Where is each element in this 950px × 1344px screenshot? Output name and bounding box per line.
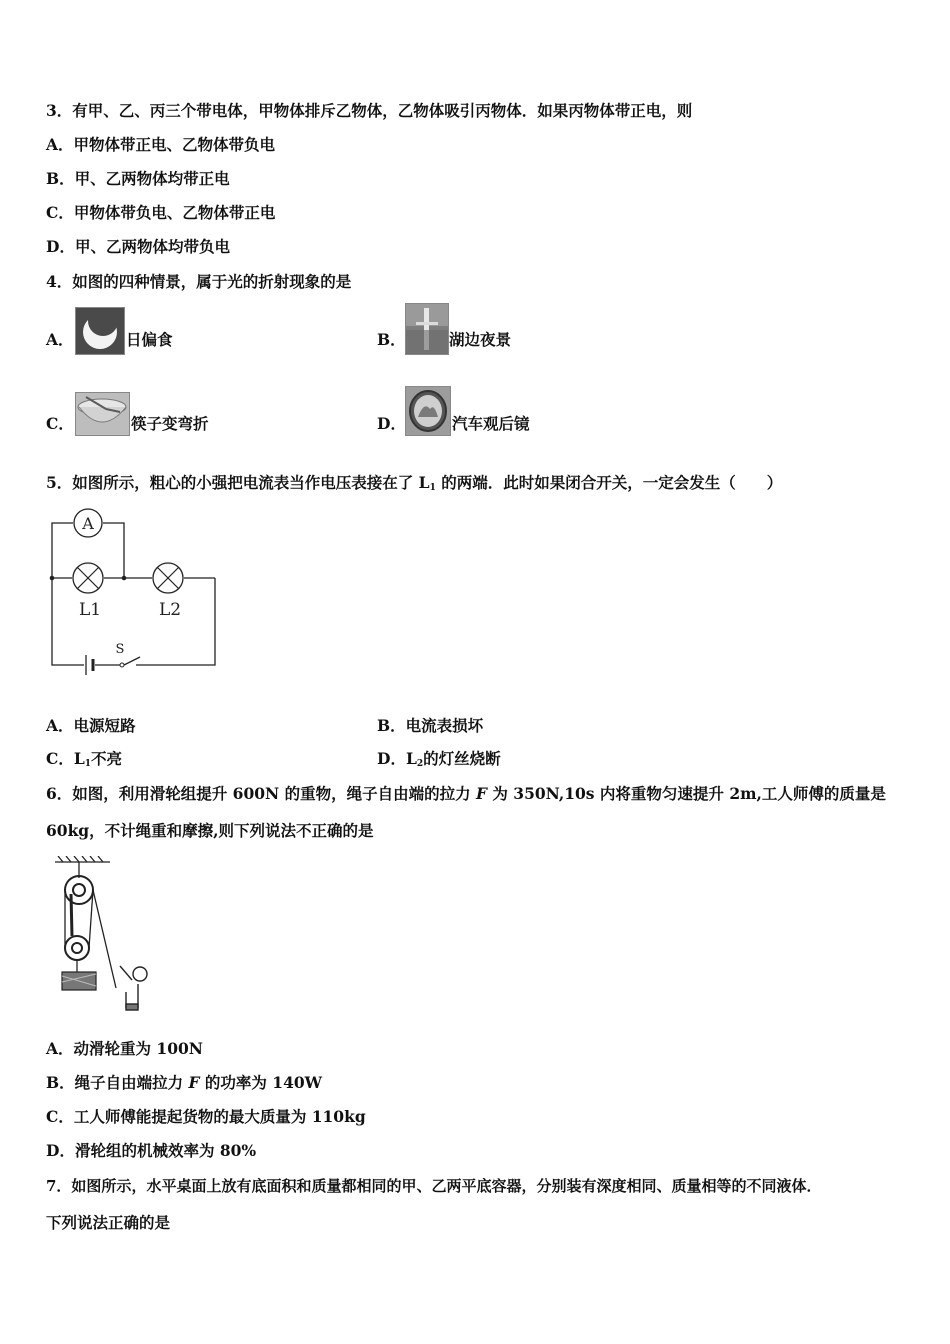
circuit-diagram <box>40 505 230 680</box>
q5-option-b: B．电流表损坏 <box>377 716 484 735</box>
lamp-l1-symbol <box>73 563 103 593</box>
lamp-l2-symbol <box>153 563 183 593</box>
q5-option-c: C．$L_1$不亮 <box>46 749 123 769</box>
q6-stem-line1: 6．如图，利用滑轮组提升 600N 的重物，绳子自由端的拉力 F 为 350N,10s 内将重物匀速提升 2m,工人师傅的质量是 <box>46 784 886 803</box>
switch-label: S <box>115 642 125 657</box>
q4-stem: 4．如图的四种情景，属于光的折射现象的是 <box>46 272 352 291</box>
q3-option-d: D．甲、乙两物体均带负电 <box>46 237 230 256</box>
q4-option-c-letter: C． <box>46 414 74 433</box>
worker-figure <box>120 966 147 1010</box>
q4-option-b-letter: B． <box>377 330 406 349</box>
q3-option-a: A．甲物体带正电、乙物体带负电 <box>46 135 276 154</box>
q5-option-d: D．$L_2$的灯丝烧断 <box>377 749 501 769</box>
q5-stem: 5．如图所示，粗心的小强把电流表当作电压表接在了 $L_1$ 的两端．此时如果闭合开关，一定会发生（ ） <box>46 473 783 493</box>
q7-stem-line1: 7．如图所示，水平桌面上放有底面积和质量都相同的甲、乙两平底容器，分别装有深度相同、质量相等的不同液体． <box>46 1177 822 1195</box>
q6-stem-line2: 60kg，不计绳重和摩擦,则下列说法不正确的是 <box>46 821 374 840</box>
q3-option-b: B．甲、乙两物体均带正电 <box>46 169 230 188</box>
lamp-l2-label: L2 <box>158 600 182 620</box>
q6-option-a: A．动滑轮重为 100N <box>46 1039 203 1058</box>
q4-option-d-letter: D． <box>377 414 406 433</box>
q4-option-d-caption: 汽车观后镜 <box>452 414 530 433</box>
q4-option-b-caption: 湖边夜景 <box>449 330 512 349</box>
q6-option-d: D．滑轮组的机械效率为 80% <box>46 1141 257 1160</box>
q4-option-a-letter: A． <box>46 330 74 349</box>
switch-contact <box>120 663 124 667</box>
car-mirror-icon <box>405 386 451 436</box>
chopsticks-bowl-icon <box>75 392 130 436</box>
pulley-system-diagram <box>50 856 160 1016</box>
q3-option-c: C．甲物体带负电、乙物体带正电 <box>46 203 276 222</box>
lake-night-icon <box>405 303 449 355</box>
q4-option-c-caption: 筷子变弯折 <box>131 414 209 433</box>
junction-dot <box>50 576 55 581</box>
q3-stem: 3．有甲、乙、丙三个带电体，甲物体排斥乙物体，乙物体吸引丙物体．如果丙物体带正电，则 <box>46 101 693 120</box>
q4-option-a-caption: 日偏食 <box>126 330 173 349</box>
q7-stem-line2: 下列说法正确的是 <box>46 1213 171 1232</box>
battery-symbol <box>86 655 93 675</box>
ammeter-label: A <box>82 514 94 533</box>
lamp-l1-label: L1 <box>78 600 102 620</box>
solar-eclipse-icon <box>75 307 125 355</box>
q6-option-c: C．工人师傅能提起货物的最大质量为 110kg <box>46 1107 366 1126</box>
junction-dot <box>122 576 127 581</box>
q6-option-b: B．绳子自由端拉力 F 的功率为 140W <box>46 1073 323 1092</box>
q5-option-a: A．电源短路 <box>46 716 136 735</box>
